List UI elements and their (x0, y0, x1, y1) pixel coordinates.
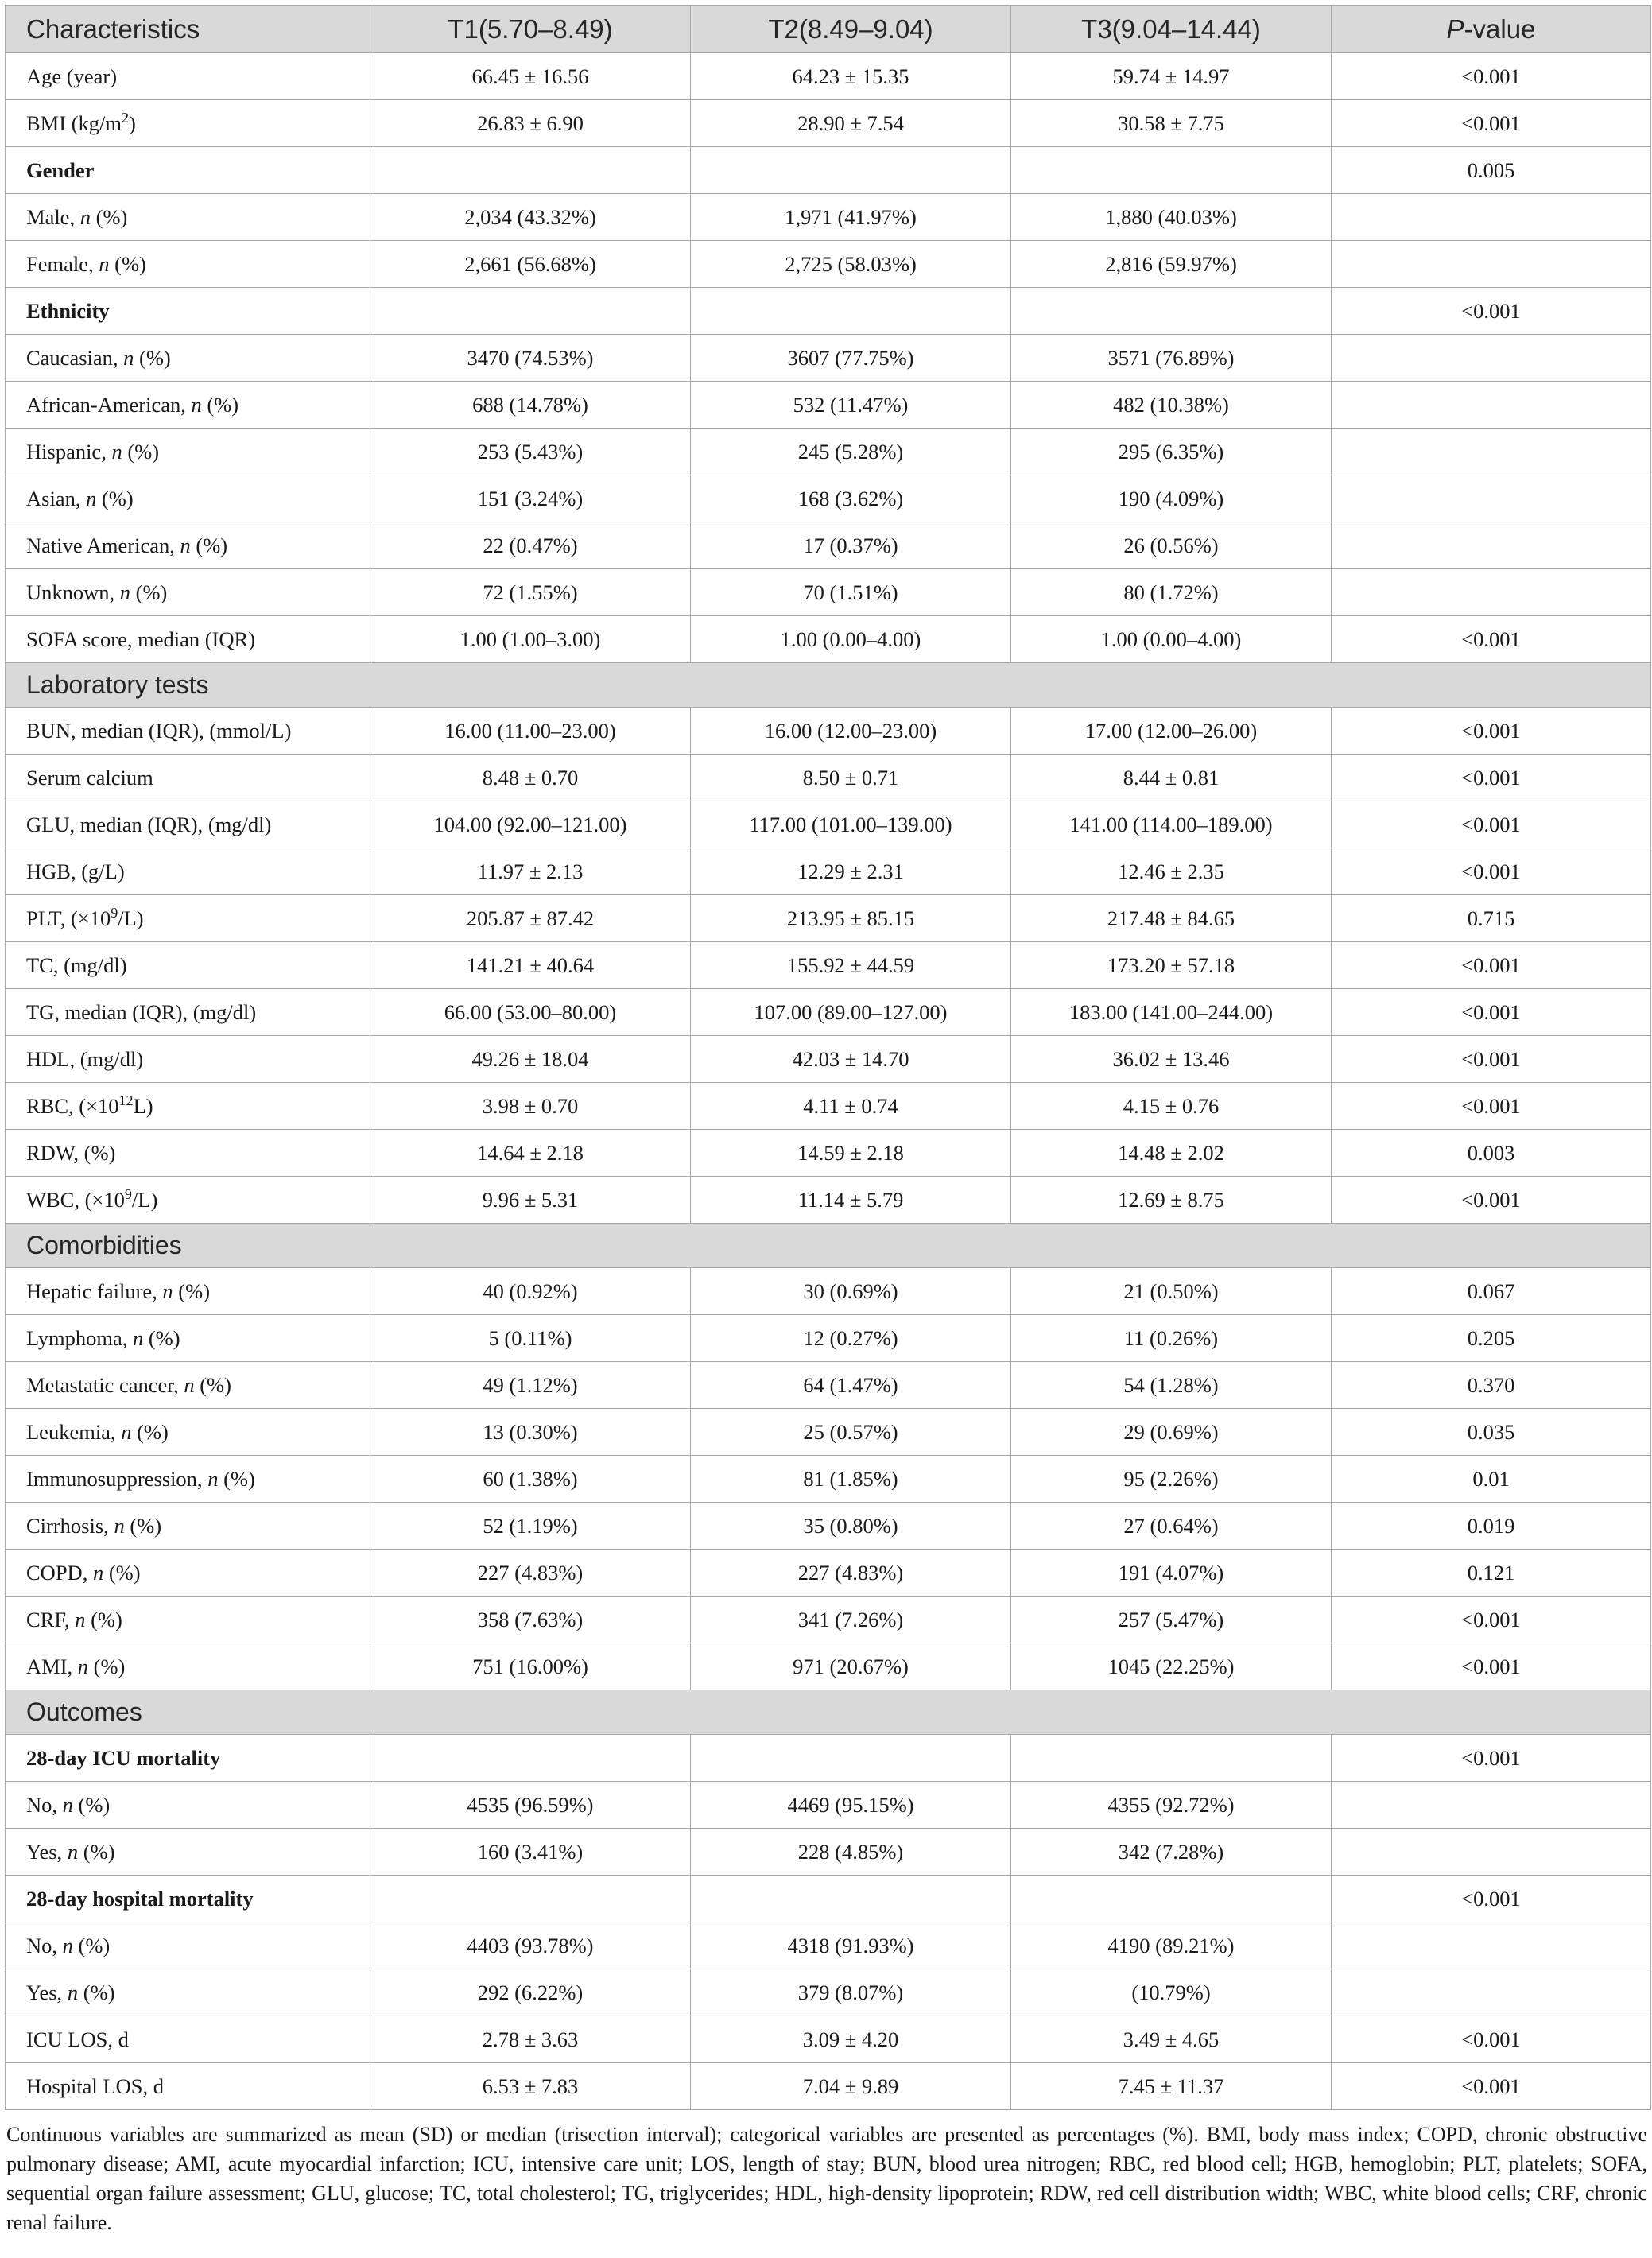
t3-value: 27 (0.64%) (1011, 1503, 1332, 1550)
t1-value: 60 (1.38%) (370, 1456, 691, 1503)
row-label: BMI $(kg/m^2)$ (6, 100, 370, 147)
row-label: No, n (%) (6, 1782, 370, 1829)
t3-value: 7.45 ± 11.37 (1011, 2063, 1332, 2110)
row-label: 28-day ICU mortality (6, 1735, 370, 1782)
t1-value: 4535 (96.59%) (370, 1782, 691, 1829)
row-label: Gender (6, 147, 370, 194)
t3-value (1011, 147, 1332, 194)
t3-value: 217.48 ± 84.65 (1011, 895, 1332, 942)
row-label: BUN, median (IQR), (mmol/L) (6, 708, 370, 755)
t2-value: 2,725 (58.03%) (691, 241, 1011, 288)
t2-value: 81 (1.85%) (691, 1456, 1011, 1503)
t2-value: 155.92 ± 44.59 (691, 942, 1011, 989)
table-row (6, 2063, 1651, 2110)
t3-value (1011, 1735, 1332, 1782)
t3-value: 59.74 ± 14.97 (1011, 53, 1332, 100)
t2-value: 14.59 ± 2.18 (691, 1130, 1011, 1177)
t2-value: 341 (7.26%) (691, 1597, 1011, 1643)
p-value: <0.001 (1332, 708, 1651, 755)
p-value: <0.001 (1332, 1083, 1651, 1130)
p-value: <0.001 (1332, 801, 1651, 848)
t2-value: 70 (1.51%) (691, 569, 1011, 616)
p-value: <0.001 (1332, 2063, 1651, 2110)
t2-value (691, 1876, 1011, 1922)
t1-value: 751 (16.00%) (370, 1643, 691, 1690)
table-row (6, 475, 1651, 522)
t3-value: 4355 (92.72%) (1011, 1782, 1332, 1829)
t2-value: 168 (3.62%) (691, 475, 1011, 522)
t2-value: 117.00 (101.00–139.00) (691, 801, 1011, 848)
t1-value: 40 (0.92%) (370, 1268, 691, 1315)
section-label: Laboratory tests (6, 663, 1651, 708)
table-row (6, 1036, 1651, 1083)
t3-value: 173.20 ± 57.18 (1011, 942, 1332, 989)
p-value (1332, 1922, 1651, 1969)
t3-value: 1,880 (40.03%) (1011, 194, 1332, 241)
t2-value: 213.95 ± 85.15 (691, 895, 1011, 942)
row-label: SOFA score, median (IQR) (6, 616, 370, 663)
table-footnote: Continuous variables are summarized as mean (SD) or median (trisection interval); categorical variables are presented as percentages (%). BMI, body mass index; COPD, chronic obstructive pulmonary disease; AMI, acute myocardial infarction; ICU, intensive care unit; LOS, length of stay; BUN, blood urea nitrogen; RBC, red blood cell; HGB, hemoglobin; PLT, platelets; SOFA, sequential organ failure assessment; GLU, glucose; TC, total cholesterol; TG, triglycerides; HDL, high-density lipoprotein; RDW, red cell distribution width; WBC, white blood cells; CRF, chronic renal failure. (6, 2123, 1647, 2234)
p-value: <0.001 (1332, 755, 1651, 801)
row-label: Male, n (%) (6, 194, 370, 241)
t1-value: 3.98 ± 0.70 (370, 1083, 691, 1130)
t1-value: 688 (14.78%) (370, 382, 691, 429)
t1-value: 1.00 (1.00–3.00) (370, 616, 691, 663)
table-header-row (6, 6, 1651, 53)
t3-value: 3571 (76.89%) (1011, 335, 1332, 382)
t1-value: 26.83 ± 6.90 (370, 100, 691, 147)
table-row (6, 194, 1651, 241)
p-value: 0.035 (1332, 1409, 1651, 1456)
t1-value: 11.97 ± 2.13 (370, 848, 691, 895)
t1-value: 66.45 ± 16.56 (370, 53, 691, 100)
p-value: 0.370 (1332, 1362, 1651, 1409)
p-value: 0.005 (1332, 147, 1651, 194)
t3-value: 26 (0.56%) (1011, 522, 1332, 569)
t1-value: 52 (1.19%) (370, 1503, 691, 1550)
t3-value: 4.15 ± 0.76 (1011, 1083, 1332, 1130)
row-label: Unknown, n (%) (6, 569, 370, 616)
t2-value: 245 (5.28%) (691, 429, 1011, 475)
t3-value: 80 (1.72%) (1011, 569, 1332, 616)
t2-value: 11.14 ± 5.79 (691, 1177, 1011, 1224)
table-row (6, 382, 1651, 429)
table-row (6, 1362, 1651, 1409)
t2-value: 1.00 (0.00–4.00) (691, 616, 1011, 663)
t2-value: 379 (8.07%) (691, 1969, 1011, 2016)
t2-value: 3607 (77.75%) (691, 335, 1011, 382)
row-label: Native American, n (%) (6, 522, 370, 569)
row-label: COPD, n (%) (6, 1550, 370, 1597)
t1-value: 49.26 ± 18.04 (370, 1036, 691, 1083)
t3-value: 29 (0.69%) (1011, 1409, 1332, 1456)
table-row (6, 241, 1651, 288)
row-label: Leukemia, n (%) (6, 1409, 370, 1456)
table-row (6, 429, 1651, 475)
table-row (6, 1782, 1651, 1829)
row-label: Asian, n (%) (6, 475, 370, 522)
row-label: Hispanic, n (%) (6, 429, 370, 475)
t3-value: 4190 (89.21%) (1011, 1922, 1332, 1969)
table-row (6, 522, 1651, 569)
t2-value: 28.90 ± 7.54 (691, 100, 1011, 147)
t2-value: 16.00 (12.00–23.00) (691, 708, 1011, 755)
t2-value: 4469 (95.15%) (691, 1782, 1011, 1829)
t1-value: 22 (0.47%) (370, 522, 691, 569)
p-value (1332, 1782, 1651, 1829)
table-row (6, 2016, 1651, 2063)
p-value: <0.001 (1332, 1643, 1651, 1690)
t2-value: 17 (0.37%) (691, 522, 1011, 569)
section-header-row (6, 1690, 1651, 1735)
row-label: Serum calcium (6, 755, 370, 801)
p-value: 0.715 (1332, 895, 1651, 942)
table-row (6, 1130, 1651, 1177)
table-row (6, 848, 1651, 895)
row-label: Female, n (%) (6, 241, 370, 288)
header-t3: T3(9.04–14.44) (1011, 6, 1332, 53)
t2-value (691, 1735, 1011, 1782)
table-row (6, 1409, 1651, 1456)
t1-value: 160 (3.41%) (370, 1829, 691, 1876)
header-p-value-label: P-value (1446, 14, 1536, 44)
t2-value: 64.23 ± 15.35 (691, 53, 1011, 100)
row-label: TC, (mg/dl) (6, 942, 370, 989)
t1-value: 49 (1.12%) (370, 1362, 691, 1409)
t3-value: 342 (7.28%) (1011, 1829, 1332, 1876)
row-label: Hepatic failure, n (%) (6, 1268, 370, 1315)
t1-value: 141.21 ± 40.64 (370, 942, 691, 989)
table-row (6, 755, 1651, 801)
t3-value: 183.00 (141.00–244.00) (1011, 989, 1332, 1036)
t1-value (370, 288, 691, 335)
t2-value: 42.03 ± 14.70 (691, 1036, 1011, 1083)
t3-value: 12.69 ± 8.75 (1011, 1177, 1332, 1224)
p-value (1332, 194, 1651, 241)
t3-value: 3.49 ± 4.65 (1011, 2016, 1332, 2063)
t1-value (370, 1735, 691, 1782)
t2-value: 8.50 ± 0.71 (691, 755, 1011, 801)
t1-value: 3470 (74.53%) (370, 335, 691, 382)
t3-value (1011, 288, 1332, 335)
t2-value: 25 (0.57%) (691, 1409, 1011, 1456)
row-label: ICU LOS, d (6, 2016, 370, 2063)
t1-value: 66.00 (53.00–80.00) (370, 989, 691, 1036)
t1-value: 13 (0.30%) (370, 1409, 691, 1456)
t1-value: 6.53 ± 7.83 (370, 2063, 691, 2110)
row-label: 28-day hospital mortality (6, 1876, 370, 1922)
t3-value: 257 (5.47%) (1011, 1597, 1332, 1643)
row-label: Yes, n (%) (6, 1969, 370, 2016)
p-value (1332, 1829, 1651, 1876)
t3-value: 30.58 ± 7.75 (1011, 100, 1332, 147)
row-label: HDL, (mg/dl) (6, 1036, 370, 1083)
table-row (6, 1597, 1651, 1643)
section-header-row (6, 1224, 1651, 1268)
table-row (6, 100, 1651, 147)
row-label: CRF, n (%) (6, 1597, 370, 1643)
p-value (1332, 241, 1651, 288)
p-value: 0.205 (1332, 1315, 1651, 1362)
t2-value: 227 (4.83%) (691, 1550, 1011, 1597)
p-value: <0.001 (1332, 1735, 1651, 1782)
t3-value: 14.48 ± 2.02 (1011, 1130, 1332, 1177)
t1-value: 358 (7.63%) (370, 1597, 691, 1643)
row-label: PLT, $(\times 10^9/L)$ (6, 895, 370, 942)
t2-value: 228 (4.85%) (691, 1829, 1011, 1876)
table-row (6, 1550, 1651, 1597)
p-value: <0.001 (1332, 1036, 1651, 1083)
p-value (1332, 382, 1651, 429)
row-label: Yes, n (%) (6, 1829, 370, 1876)
t3-value: 2,816 (59.97%) (1011, 241, 1332, 288)
row-label: RBC, $(\times 10^{12}L)$ (6, 1083, 370, 1130)
t3-value (1011, 1876, 1332, 1922)
t2-value (691, 147, 1011, 194)
t2-value: 4318 (91.93%) (691, 1922, 1011, 1969)
p-value: <0.001 (1332, 53, 1651, 100)
row-label: Cirrhosis, n (%) (6, 1503, 370, 1550)
group-row (6, 288, 1651, 335)
t3-value: 95 (2.26%) (1011, 1456, 1332, 1503)
t2-value: 64 (1.47%) (691, 1362, 1011, 1409)
t2-value: 532 (11.47%) (691, 382, 1011, 429)
group-row (6, 1876, 1651, 1922)
p-value (1332, 1969, 1651, 2016)
t1-value: 8.48 ± 0.70 (370, 755, 691, 801)
table-row (6, 942, 1651, 989)
document (5, 5, 1650, 2237)
table-row (6, 335, 1651, 382)
table-row (6, 801, 1651, 848)
characteristics-table (5, 5, 1651, 2110)
row-label: GLU, median (IQR), (mg/dl) (6, 801, 370, 848)
table-row (6, 1922, 1651, 1969)
table-body (6, 53, 1651, 2110)
table-row (6, 895, 1651, 942)
table-row (6, 1969, 1651, 2016)
t2-value: 3.09 ± 4.20 (691, 2016, 1011, 2063)
t3-value: 1045 (22.25%) (1011, 1643, 1332, 1690)
t1-value: 16.00 (11.00–23.00) (370, 708, 691, 755)
table-row (6, 1177, 1651, 1224)
row-label: Immunosuppression, n (%) (6, 1456, 370, 1503)
t1-value: 5 (0.11%) (370, 1315, 691, 1362)
t2-value: 12 (0.27%) (691, 1315, 1011, 1362)
t2-value: 971 (20.67%) (691, 1643, 1011, 1690)
t2-value: 30 (0.69%) (691, 1268, 1011, 1315)
p-value: <0.001 (1332, 989, 1651, 1036)
t3-value: 36.02 ± 13.46 (1011, 1036, 1332, 1083)
row-label: Metastatic cancer, n (%) (6, 1362, 370, 1409)
t2-value: 35 (0.80%) (691, 1503, 1011, 1550)
t1-value: 104.00 (92.00–121.00) (370, 801, 691, 848)
t3-value: 8.44 ± 0.81 (1011, 755, 1332, 801)
p-value: <0.001 (1332, 848, 1651, 895)
table-row (6, 569, 1651, 616)
p-value (1332, 475, 1651, 522)
t2-value: 4.11 ± 0.74 (691, 1083, 1011, 1130)
t3-value: 54 (1.28%) (1011, 1362, 1332, 1409)
table-row (6, 1083, 1651, 1130)
table-row (6, 53, 1651, 100)
t2-value: 1,971 (41.97%) (691, 194, 1011, 241)
row-label: AMI, n (%) (6, 1643, 370, 1690)
table-row (6, 1503, 1651, 1550)
p-value: 0.01 (1332, 1456, 1651, 1503)
row-label: Caucasian, n (%) (6, 335, 370, 382)
header-t1: T1(5.70–8.49) (370, 6, 691, 53)
t1-value: 151 (3.24%) (370, 475, 691, 522)
p-value: 0.019 (1332, 1503, 1651, 1550)
t2-value: 107.00 (89.00–127.00) (691, 989, 1011, 1036)
row-label: No, n (%) (6, 1922, 370, 1969)
row-label: WBC, $(\times 10^9/L)$ (6, 1177, 370, 1224)
t3-value: 21 (0.50%) (1011, 1268, 1332, 1315)
t2-value (691, 288, 1011, 335)
row-label: RDW, (%) (6, 1130, 370, 1177)
section-label: Comorbidities (6, 1224, 1651, 1268)
t1-value (370, 147, 691, 194)
table-row (6, 708, 1651, 755)
t3-value: 1.00 (0.00–4.00) (1011, 616, 1332, 663)
p-value: <0.001 (1332, 1597, 1651, 1643)
t1-value: 72 (1.55%) (370, 569, 691, 616)
table-row (6, 1315, 1651, 1362)
p-value: <0.001 (1332, 2016, 1651, 2063)
t2-value: 7.04 ± 9.89 (691, 2063, 1011, 2110)
t3-value: (10.79%) (1011, 1969, 1332, 2016)
p-value: <0.001 (1332, 288, 1651, 335)
p-value (1332, 335, 1651, 382)
t1-value: 2,661 (56.68%) (370, 241, 691, 288)
table-row (6, 1268, 1651, 1315)
section-label: Outcomes (6, 1690, 1651, 1735)
t1-value (370, 1876, 691, 1922)
row-label: African-American, n (%) (6, 382, 370, 429)
t1-value: 14.64 ± 2.18 (370, 1130, 691, 1177)
p-value: <0.001 (1332, 942, 1651, 989)
t3-value: 191 (4.07%) (1011, 1550, 1332, 1597)
t3-value: 295 (6.35%) (1011, 429, 1332, 475)
p-value: <0.001 (1332, 100, 1651, 147)
row-label: Ethnicity (6, 288, 370, 335)
p-value (1332, 429, 1651, 475)
p-value (1332, 522, 1651, 569)
t2-value: 12.29 ± 2.31 (691, 848, 1011, 895)
table-row (6, 1829, 1651, 1876)
row-label: Hospital LOS, d (6, 2063, 370, 2110)
section-header-row (6, 663, 1651, 708)
t3-value: 141.00 (114.00–189.00) (1011, 801, 1332, 848)
table-row (6, 1643, 1651, 1690)
row-label: Age (year) (6, 53, 370, 100)
t1-value: 227 (4.83%) (370, 1550, 691, 1597)
t3-value: 17.00 (12.00–26.00) (1011, 708, 1332, 755)
p-value: 0.003 (1332, 1130, 1651, 1177)
row-label: Lymphoma, n (%) (6, 1315, 370, 1362)
p-value: <0.001 (1332, 616, 1651, 663)
t3-value: 12.46 ± 2.35 (1011, 848, 1332, 895)
p-value: <0.001 (1332, 1177, 1651, 1224)
p-value: 0.067 (1332, 1268, 1651, 1315)
t1-value: 9.96 ± 5.31 (370, 1177, 691, 1224)
group-row (6, 147, 1651, 194)
row-label: TG, median (IQR), (mg/dl) (6, 989, 370, 1036)
table-row (6, 616, 1651, 663)
t1-value: 253 (5.43%) (370, 429, 691, 475)
t1-value: 2.78 ± 3.63 (370, 2016, 691, 2063)
t1-value: 205.87 ± 87.42 (370, 895, 691, 942)
row-label: HGB, (g/L) (6, 848, 370, 895)
t1-value: 292 (6.22%) (370, 1969, 691, 2016)
t1-value: 2,034 (43.32%) (370, 194, 691, 241)
header-characteristics: Characteristics (6, 6, 370, 53)
group-row (6, 1735, 1651, 1782)
p-value: 0.121 (1332, 1550, 1651, 1597)
table-row (6, 989, 1651, 1036)
t3-value: 11 (0.26%) (1011, 1315, 1332, 1362)
t1-value: 4403 (93.78%) (370, 1922, 691, 1969)
table-row (6, 1456, 1651, 1503)
t3-value: 482 (10.38%) (1011, 382, 1332, 429)
p-value: <0.001 (1332, 1876, 1651, 1922)
header-t2: T2(8.49–9.04) (691, 6, 1011, 53)
header-p-value (1332, 6, 1651, 53)
p-value (1332, 569, 1651, 616)
t3-value: 190 (4.09%) (1011, 475, 1332, 522)
